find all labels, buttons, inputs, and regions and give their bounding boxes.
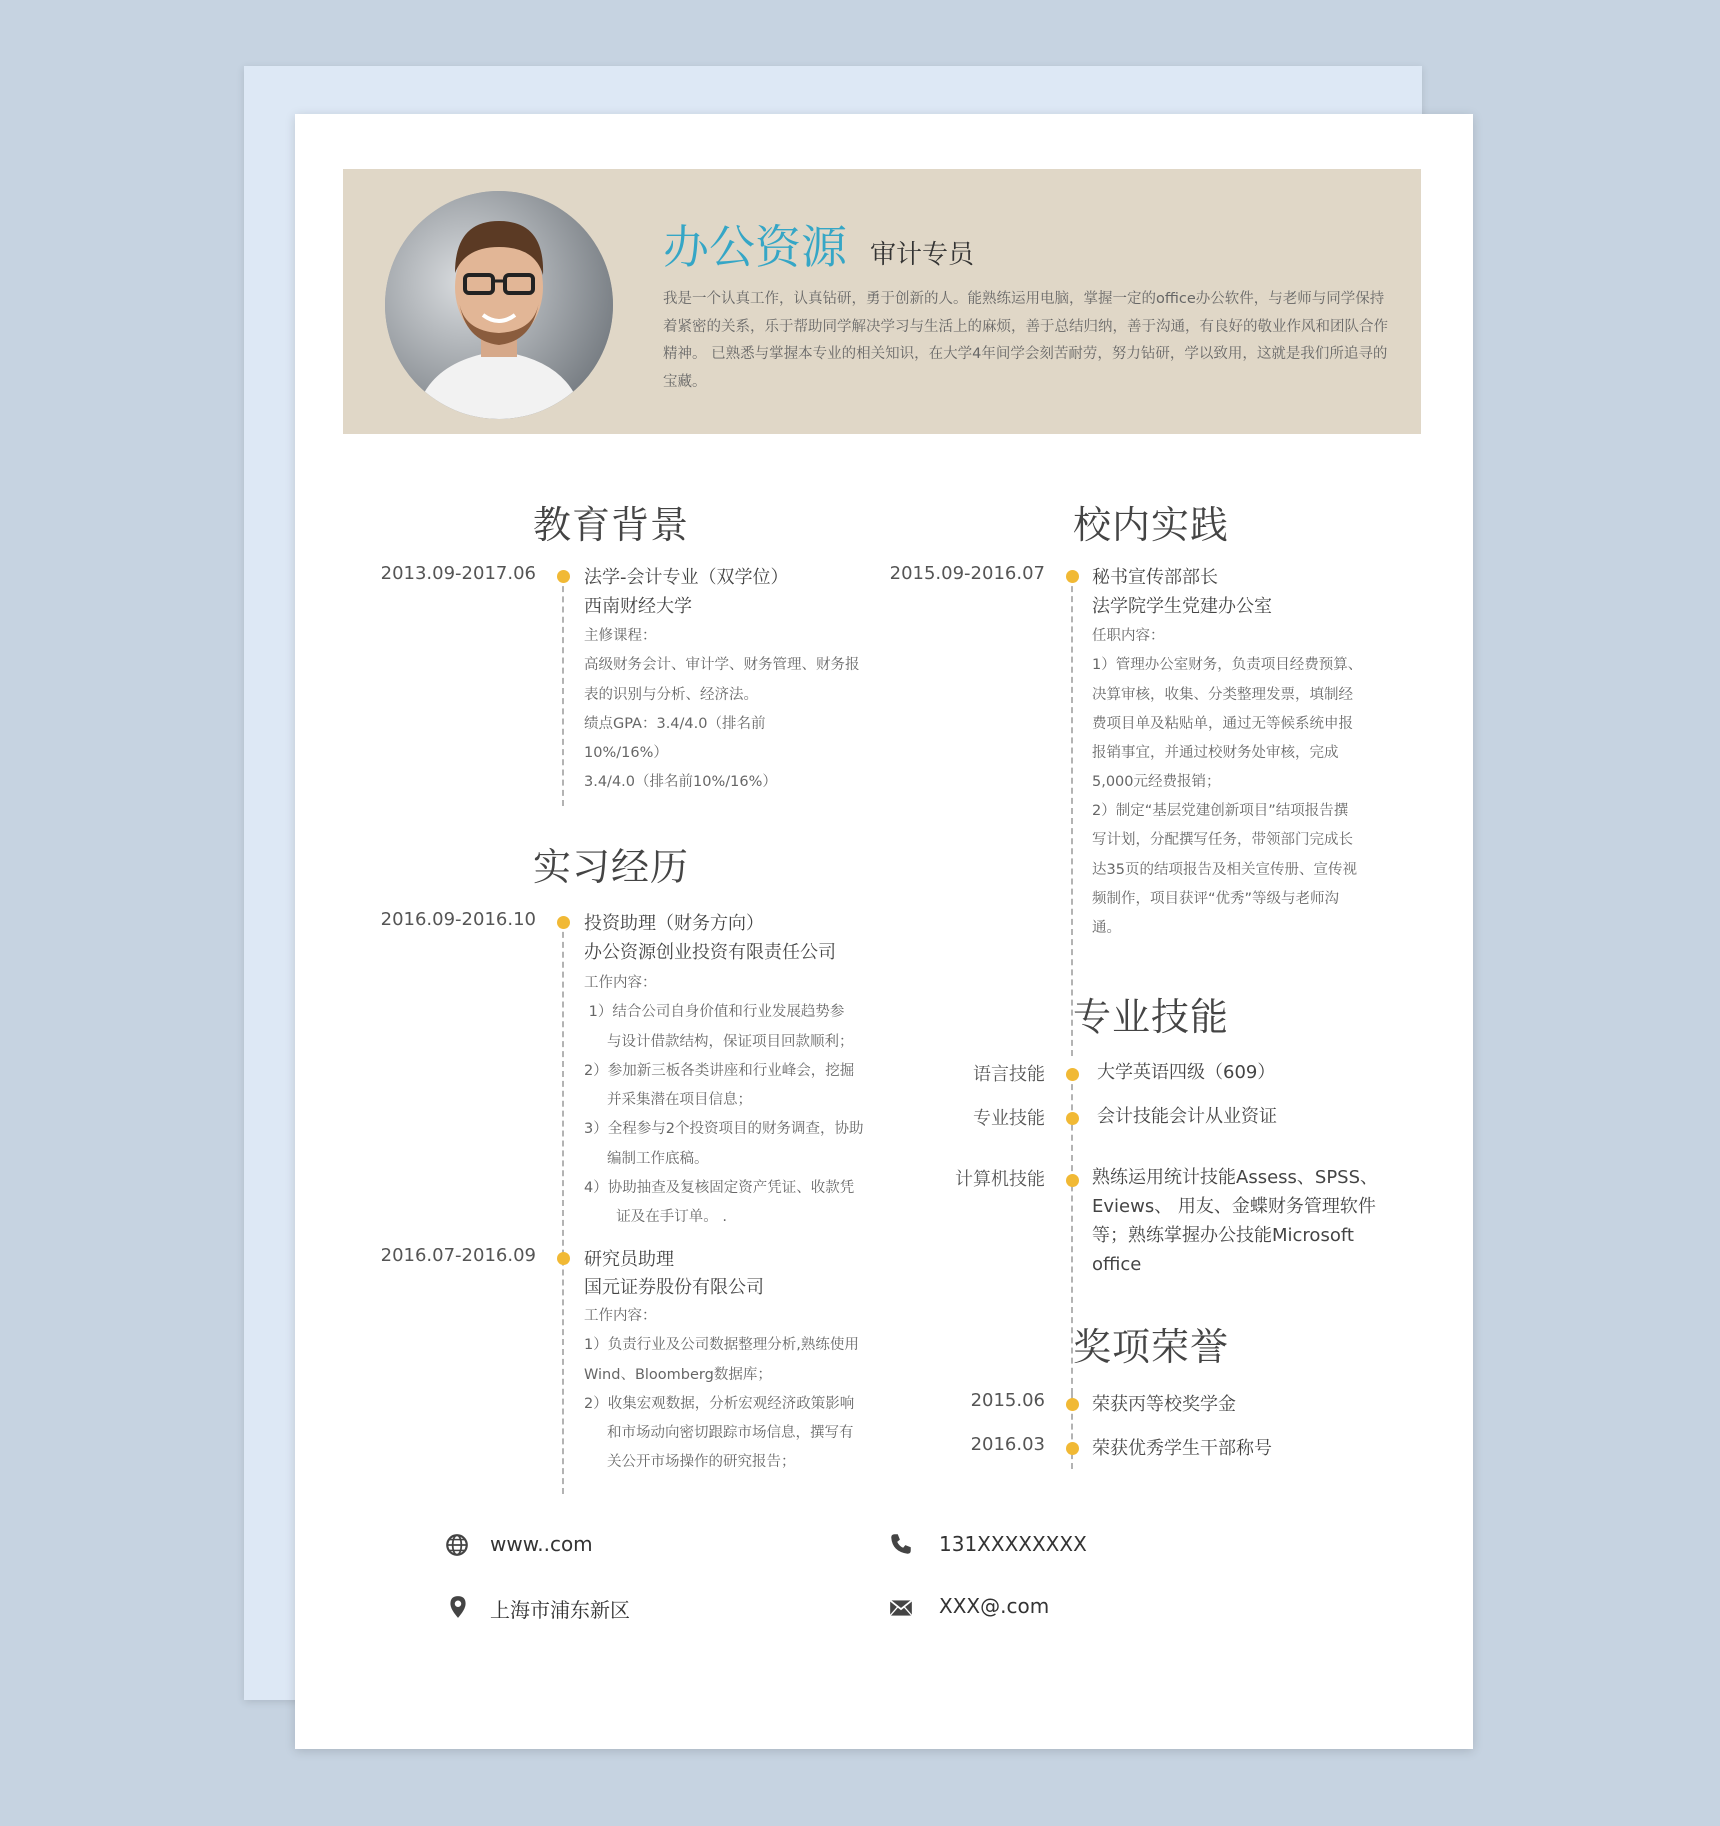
- internship-timeline: [562, 922, 564, 1494]
- candidate-name: 办公资源: [663, 220, 847, 274]
- detail-line: 绩点GPA：3.4/4.0（排名前: [584, 715, 766, 732]
- skill-value: 大学英语四级（609）: [1097, 1062, 1276, 1083]
- profile-header: [343, 169, 1421, 434]
- award-date: 2015.06: [970, 1390, 1045, 1411]
- self-introduction: 我是一个认真工作，认真钻研，勇于创新的人。能熟练运用电脑，掌握一定的office办公软件，与老师与同学保持着紧密的关系，乐于帮助同学解决学习与生活上的麻烦，善于总结归纳，善于沟通，有良好的敬业作风和团队合作精神。 已熟悉与掌握本专业的相关知识，在大学4年间学会刻苦耐劳，努力钻研，学以致用，这就是我们所追寻的宝藏。: [663, 291, 1388, 390]
- skill-label: 专业技能: [973, 1108, 1045, 1129]
- detail-line: 1）结合公司自身价值和行业发展趋势参: [584, 1004, 845, 1021]
- detail-line: 工作内容：: [584, 975, 657, 991]
- detail-line: 写计划，分配撰写任务，带领部门完成长: [1092, 832, 1353, 849]
- internship-date: 2016.07-2016.09: [380, 1245, 536, 1266]
- practice-organization: 法学院学生党建办公室: [1092, 596, 1272, 617]
- detail-line: 3.4/4.0（排名前10%/16%）: [584, 774, 777, 791]
- timeline-dot: [1066, 1174, 1079, 1187]
- internship-position: 投资助理（财务方向）: [584, 913, 764, 934]
- education-school: 西南财经大学: [584, 596, 692, 617]
- detail-line: 并采集潜在项目信息；: [584, 1092, 753, 1109]
- award-name: 荣获丙等校奖学金: [1092, 1394, 1236, 1415]
- practice-position: 秘书宣传部部长: [1092, 567, 1218, 588]
- detail-line: Wind、Bloomberg数据库；: [584, 1366, 772, 1383]
- detail-line: 编制工作底稿。: [584, 1150, 709, 1167]
- internship-details: [584, 1302, 859, 1478]
- skills-title: 专业技能: [1073, 995, 1230, 1039]
- detail-line: 报销事宜，并通过校财务处审核，完成: [1092, 745, 1339, 762]
- detail-line: 频制作，项目获评“优秀”等级与老师沟: [1092, 890, 1340, 907]
- timeline-dot: [557, 570, 570, 583]
- location-pin-icon: [445, 1594, 471, 1620]
- address: 上海市浦东新区: [490, 1598, 630, 1622]
- detail-line: 高级财务会计、审计学、财务管理、财务报: [584, 657, 860, 674]
- timeline-dot: [557, 1252, 570, 1265]
- detail-line: 4）协助抽查及复核固定资产凭证、收款凭: [584, 1180, 855, 1197]
- internship-details: [584, 969, 863, 1233]
- detail-line: 1）负责行业及公司数据整理分析,熟练使用: [584, 1337, 859, 1354]
- website-link[interactable]: www..com: [490, 1532, 593, 1556]
- practice-timeline: [1071, 576, 1073, 1056]
- detail-line: 表的识别与分析、经济法。: [584, 686, 758, 703]
- practice-details-2: [1092, 797, 1357, 943]
- skill-label: 计算机技能: [955, 1169, 1045, 1190]
- envelope-icon: [888, 1595, 914, 1621]
- award-name: 荣获优秀学生干部称号: [1092, 1438, 1272, 1459]
- detail-line: 2）收集宏观数据，分析宏观经济政策影响: [584, 1395, 855, 1412]
- detail-line: 2）参加新三板各类讲座和行业峰会，挖掘: [584, 1062, 855, 1079]
- skill-value: 会计技能会计从业资证: [1097, 1106, 1277, 1127]
- timeline-dot: [1066, 1068, 1079, 1081]
- detail-line: 费项目单及粘贴单，通过无等候系统申报: [1092, 715, 1353, 732]
- timeline-dot: [1066, 570, 1079, 583]
- detail-line: 1）管理办公室财务，负责项目经费预算、: [1092, 657, 1363, 674]
- practice-title: 校内实践: [1073, 503, 1230, 547]
- practice-date: 2015.09-2016.07: [889, 563, 1045, 584]
- practice-details: [1092, 622, 1362, 798]
- email-address[interactable]: XXX@.com: [939, 1594, 1050, 1618]
- timeline-dot: [1066, 1112, 1079, 1125]
- education-details: [584, 622, 860, 798]
- phone-icon: [888, 1531, 914, 1557]
- detail-line: 关公开市场操作的研究报告；: [584, 1454, 796, 1471]
- detail-line: 和市场动向密切跟踪市场信息，撰写有: [584, 1425, 854, 1442]
- internship-title: 实习经历: [533, 845, 690, 889]
- education-timeline: [562, 576, 564, 806]
- detail-line: 决算审核，收集、分类整理发票，填制经: [1092, 686, 1353, 703]
- avatar: [385, 191, 613, 419]
- resume-page: [295, 114, 1473, 1749]
- internship-date: 2016.09-2016.10: [380, 909, 536, 930]
- globe-icon: [444, 1532, 470, 1558]
- detail-line: 主修课程：: [584, 628, 657, 644]
- detail-line: 通。: [1092, 920, 1121, 937]
- education-title: 教育背景: [533, 503, 690, 547]
- detail-line: 2）制定“基层党建创新项目”结项报告撰: [1092, 803, 1349, 819]
- detail-line: 工作内容：: [584, 1308, 657, 1324]
- award-date: 2016.03: [970, 1434, 1045, 1455]
- timeline-dot: [1066, 1398, 1079, 1411]
- education-major: 法学-会计专业（双学位）: [584, 567, 789, 588]
- phone-number[interactable]: 131XXXXXXXX: [939, 1532, 1087, 1556]
- detail-line: 10%/16%）: [584, 745, 668, 762]
- detail-line: 证及在手订单。 .: [584, 1209, 727, 1226]
- detail-line: 任职内容：: [1092, 628, 1165, 644]
- skill-value: 熟练运用统计技能Assess、SPSS、Eviews、 用友、金蝶财务管理软件等；熟练掌握办公技能Microsoft office: [1092, 1167, 1379, 1275]
- detail-line: 与设计借款结构，保证项目回款顺利；: [584, 1033, 854, 1050]
- education-date: 2013.09-2017.06: [380, 563, 536, 584]
- detail-line: 3）全程参与2个投资项目的财务调查，协助: [584, 1121, 864, 1138]
- awards-title: 奖项荣誉: [1073, 1325, 1230, 1369]
- skill-label: 语言技能: [973, 1064, 1045, 1085]
- timeline-dot: [1066, 1442, 1079, 1455]
- internship-position: 研究员助理: [584, 1249, 674, 1270]
- job-title: 审计专员: [870, 240, 975, 270]
- avatar-photo: [385, 191, 613, 419]
- internship-company: 办公资源创业投资有限责任公司: [584, 942, 836, 963]
- timeline-dot: [557, 916, 570, 929]
- detail-line: 达35页的结项报告及相关宣传册、宣传视: [1092, 861, 1357, 878]
- internship-company: 国元证券股份有限公司: [584, 1277, 764, 1298]
- detail-line: 5,000元经费报销；: [1092, 774, 1221, 791]
